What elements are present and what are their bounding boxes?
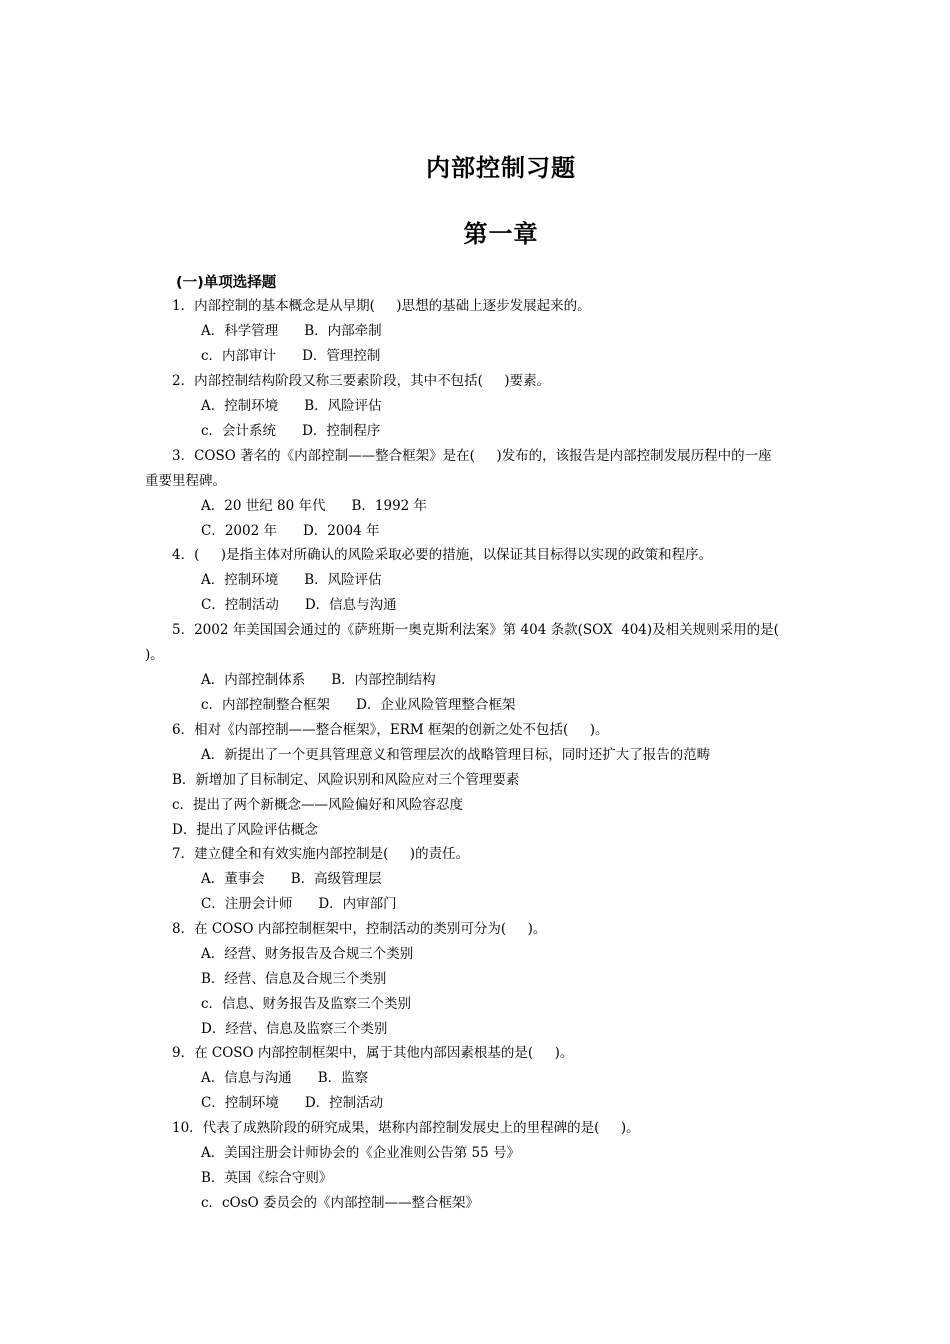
- option: D．信息与沟通: [304, 597, 397, 613]
- option-row: [201, 521, 379, 541]
- option: D．经营、信息及监察三个类别: [201, 1021, 388, 1037]
- option: D．企业风险管理整合框架: [356, 697, 516, 713]
- option: C．注册会计师: [201, 896, 293, 912]
- option: B．内部牵制: [304, 323, 382, 339]
- option-row: [201, 321, 382, 341]
- question-stem: 9．在 COSO 内部控制框架中，属于其他内部因素根基的是( )。: [172, 1045, 574, 1061]
- option: A．内部控制体系: [201, 672, 306, 688]
- option: B．1992 年: [351, 498, 428, 514]
- option: B．新增加了目标制定、风险识别和风险应对三个管理要素: [172, 772, 520, 788]
- option: A．董事会: [201, 871, 265, 887]
- option: D．控制程序: [302, 423, 381, 439]
- option-row: [201, 695, 515, 715]
- option: C．控制活动: [201, 597, 279, 613]
- option: B．高级管理层: [290, 871, 382, 887]
- question-stem: 8．在 COSO 内部控制框架中，控制活动的类别可分为( )。: [172, 921, 547, 937]
- option-row: [201, 346, 380, 366]
- option-row: [201, 1068, 368, 1088]
- option: B．风险评估: [304, 572, 382, 588]
- option: A．20 世纪 80 年代: [201, 498, 326, 514]
- option: D．内审部门: [318, 896, 397, 912]
- option-row: [201, 570, 382, 590]
- option: A．控制环境: [201, 572, 279, 588]
- option: B．监察: [317, 1070, 369, 1086]
- option: B．风险评估: [304, 398, 382, 414]
- option-row: [201, 595, 397, 615]
- option: c．会计系统: [201, 423, 277, 439]
- option: C．控制环境: [201, 1095, 279, 1111]
- question-stem-continuation: 重要里程碑。: [145, 473, 226, 489]
- option: B．英国《综合守则》: [201, 1170, 333, 1186]
- option: B．经营、信息及合规三个类别: [201, 971, 387, 987]
- option: A．美国注册会计师协会的《企业准则公告第 55 号》: [201, 1145, 521, 1161]
- question-stem: 6．相对《内部控制——整合框架》，ERM 框架的创新之处不包括( )。: [172, 722, 609, 738]
- option: D．管理控制: [302, 348, 381, 364]
- chapter-heading: 第一章: [463, 220, 539, 248]
- option-row: [201, 421, 380, 441]
- option: D．控制活动: [304, 1095, 384, 1111]
- option: A．经营、财务报告及合规三个类别: [201, 946, 414, 962]
- option: c．信息、财务报告及监察三个类别: [201, 996, 412, 1012]
- option: A．信息与沟通: [201, 1070, 292, 1086]
- option: c．cOsO 委员会的《内部控制——整合框架》: [201, 1195, 479, 1211]
- question-stem: 2．内部控制结构阶段又称三要素阶段，其中不包括( )要素。: [172, 373, 551, 389]
- question-stem: 1．内部控制的基本概念是从早期( )思想的基础上逐步发展起来的。: [172, 298, 591, 314]
- option-row: [201, 496, 427, 516]
- document-title: 内部控制习题: [426, 154, 576, 182]
- section-heading: (一)单项选择题: [176, 275, 277, 291]
- question-stem: 7．建立健全和有效实施内部控制是( )的责任。: [172, 846, 470, 862]
- question-stem: 5．2002 年美国国会通过的《萨班斯一奥克斯利法案》第 404 条款(SOX 404)及相关规则采用的是(: [172, 622, 779, 638]
- option: c．内部审计: [201, 348, 277, 364]
- question-stem: 10．代表了成熟阶段的研究成果，堪称内部控制发展史上的里程碑的是( )。: [172, 1120, 640, 1136]
- question-stem-continuation: )。: [145, 647, 164, 663]
- option: C．2002 年: [201, 523, 277, 539]
- question-stem: 3．COSO 著名的《内部控制——整合框架》是在( )发布的，该报告是内部控制发展历程中的一座: [172, 448, 772, 464]
- option: D．2004 年: [302, 523, 380, 539]
- option: A．控制环境: [201, 398, 279, 414]
- option: c．提出了两个新概念——风险偏好和风险容忍度: [172, 797, 464, 813]
- option: A．新提出了一个更具管理意义和管理层次的战略管理目标，同时还扩大了报告的范畴: [201, 747, 711, 763]
- option-row: [201, 1093, 383, 1113]
- option-row: [201, 869, 382, 889]
- option: c．内部控制整合框架: [201, 697, 331, 713]
- option-row: [201, 670, 436, 690]
- option-row: [201, 396, 382, 416]
- question-stem: 4．( )是指主体对所确认的风险采取必要的措施，以保证其目标得以实现的政策和程序。: [172, 547, 713, 563]
- option: B．内部控制结构: [331, 672, 436, 688]
- option: D．提出了风险评估概念: [172, 822, 318, 838]
- option-row: [201, 894, 397, 914]
- option: A．科学管理: [201, 323, 279, 339]
